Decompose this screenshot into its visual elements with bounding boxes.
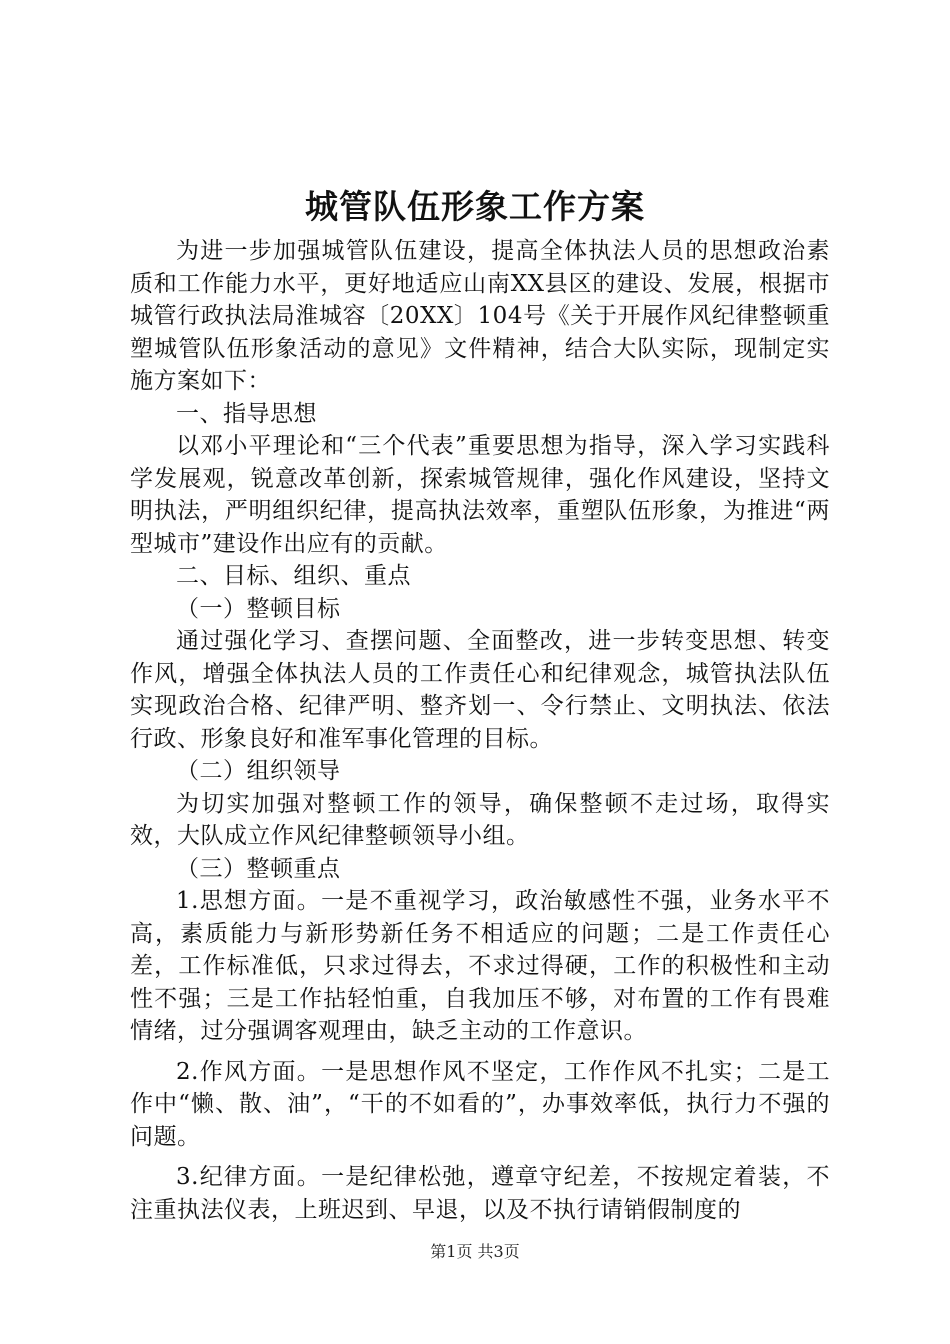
guiding-ideology-paragraph: 以邓小平理论和“三个代表”重要思想为指导，深入学习实践科学发展观，锐意改革创新，探索城管规律，强化作风建设，坚持文明执法，严明组织纪律，提高执法效率，重塑队伍形象，为推进“两型城市”建设作出应有的贡献。 <box>130 433 830 557</box>
focus-item-discipline: 3.纪律方面。一是纪律松弛，遵章守纪差，不按规定着装，不注重执法仪表，上班迟到、早退，以及不执行请销假制度的 <box>130 1164 830 1223</box>
rectification-goal-paragraph: 通过强化学习、查摆问题、全面整改，进一步转变思想、转变作风，增强全体执法人员的工作责任心和纪律观念，城管执法队伍实现政治合格、纪律严明、整齐划一、令行禁止、文明执法、依法行政、形象良好和准军事化管理的目标。 <box>130 628 830 752</box>
subheading-rectification-goal: （一）整顿目标 <box>176 595 341 622</box>
subheading-organization-leadership: （二）组织领导 <box>176 758 341 784</box>
focus-item-work-style: 2.作风方面。一是思想作风不坚定，工作作风不扎实；二是工作中“懒、散、油”，“干的不如看的”，办事效率低，执行力不强的问题。 <box>130 1058 830 1150</box>
section-heading-guiding-ideology: 一、指导思想 <box>176 400 317 427</box>
organization-leadership-paragraph: 为切实加强对整顿工作的领导，确保整顿不走过场，取得实效，大队成立作风纪律整顿领导小组。 <box>130 790 830 849</box>
subheading-rectification-focus: （三）整顿重点 <box>176 855 341 882</box>
page-footer: 第1页 共3页 <box>430 1242 520 1261</box>
document-body <box>130 235 830 1226</box>
document-title: 城管队伍形象工作方案 <box>305 187 645 226</box>
intro-paragraph: 为进一步加强城管队伍建设，提高全体执法人员的思想政治素质和工作能力水平，更好地适应山南XX县区的建设、发展，根据市城管行政执法局淮城容〔20XX〕104号《关于开展作风纪律整顿重塑城管队伍形象活动的意见》文件精神，结合大队实际，现制定实施方案如下： <box>130 238 830 394</box>
focus-item-thinking: 1.思想方面。一是不重视学习，政治敏感性不强，业务水平不高，素质能力与新形势新任务不相适应的问题；二是工作责任心差，工作标准低，只求过得去，不求过得硬，工作的积极性和主动性不强；三是工作拈轻怕重，自我加压不够，对布置的工作有畏难情绪，过分强调客观理由，缺乏主动的工作意识。 <box>130 888 830 1044</box>
section-heading-goals-organization-focus: 二、目标、组织、重点 <box>176 563 411 589</box>
